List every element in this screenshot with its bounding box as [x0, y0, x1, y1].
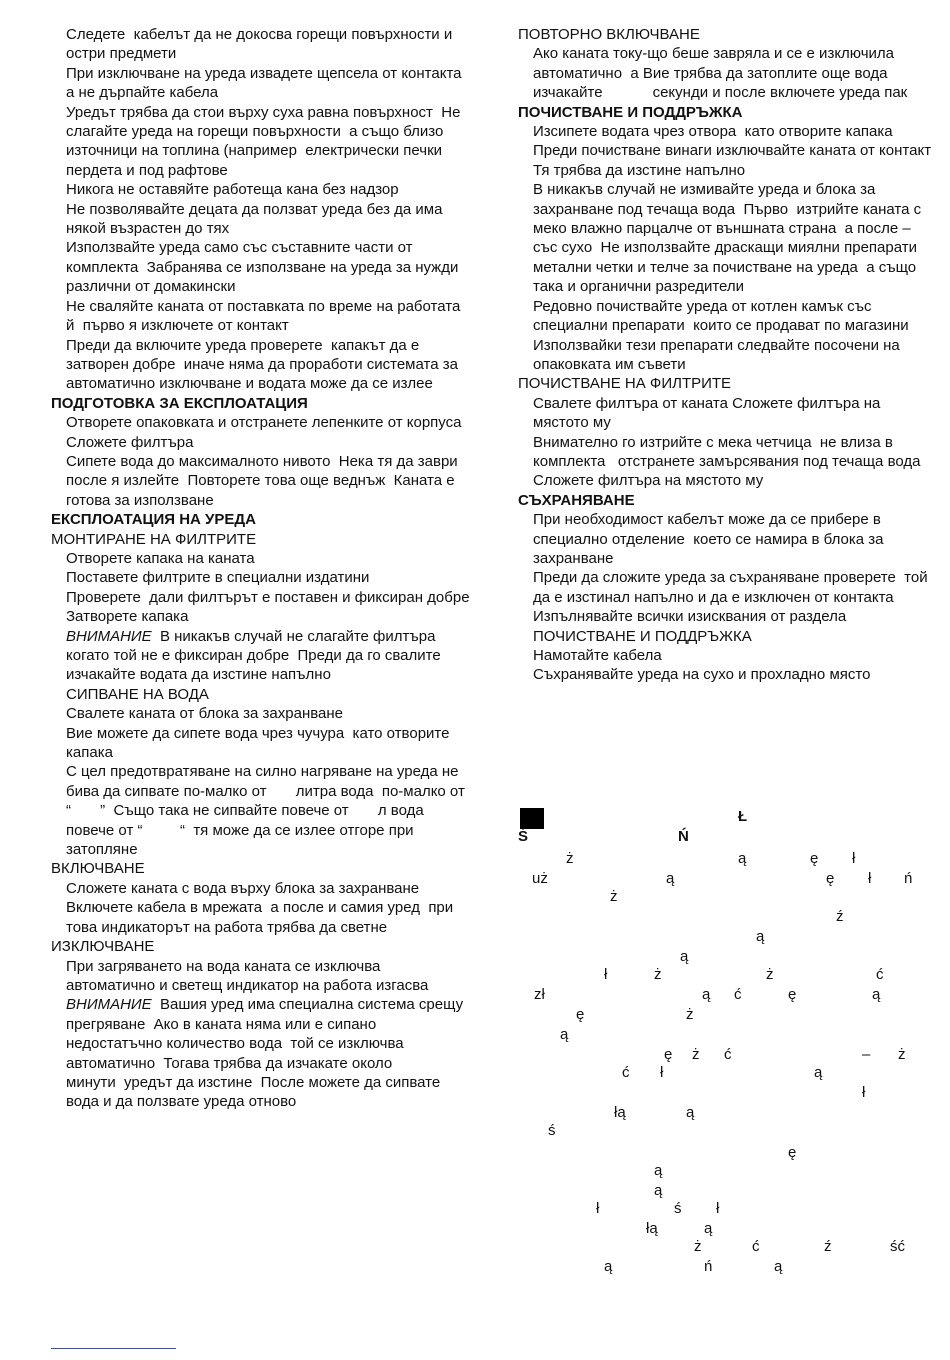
instruction-item: Свалете каната от блока за захранване — [66, 705, 344, 723]
section-heading: ЕКСПЛОАТАЦИЯ НА УРЕДА — [51, 511, 256, 529]
instruction-item: При изключване на уреда извадете щепсела от контакта а не дърпайте кабела — [66, 64, 470, 102]
polish-glyph: ć — [724, 1046, 732, 1063]
right-column — [518, 25, 938, 685]
instruction-item: Сипете вода до максималното нивото Нека тя да заври после я излейте Повторете това още веднъж Каната е готова за използване — [66, 452, 467, 509]
left-column — [51, 25, 478, 1112]
instruction-item: Преди да включите уреда проверете капакът да е затворен добре иначе няма да проработи системата за автоматично изключване и водата може да се излее — [66, 336, 463, 393]
polish-glyph: ą — [704, 1220, 713, 1237]
polish-glyph: ż — [766, 966, 774, 983]
subsection-heading: ПОВТОРНО ВКЛЮЧВАНЕ — [518, 26, 700, 43]
instruction-item: Внимателно го изтрийте с мека четчица не влиза в комплекта отстранете замърсявания под течаща вода — [533, 433, 921, 470]
instruction-item: При загряването на вода каната се изключва автоматично и светещ индикатор на работа изгасва — [66, 957, 429, 994]
instruction-item: Следете кабелът да не докосва горещи повърхности и остри предмети — [66, 26, 457, 63]
polish-glyph: ł — [852, 850, 856, 867]
instruction-item: В никакъв случай не измивайте уреда и блока за захранване под течаща вода Първо изтрийте каната с меко влажно парцалче от външната страна а после – със сухо Не използвайте драскащи миялни препарати метални четки и телче за почистване на уреда а също така и органични разредители — [533, 181, 926, 296]
warning-item — [51, 995, 471, 1111]
instruction-item: Преди да сложите уреда за съхраняване проверете той да е изстинал напълно и да е изключен от контакта — [533, 569, 932, 606]
instruction-item: Уредът трябва да стои върху суха равна повърхност Не слагайте уреда на горещи повърхности а също близо източници на топлина (например електрически печки пердета и под рафтове — [66, 103, 465, 179]
instruction-item: Преди почистване винаги изключвайте каната от контакт Тя трябва да изстине напълно — [533, 142, 940, 179]
subsection-heading: ПОЧИСТВАНЕ НА ФИЛТРИТЕ — [518, 375, 732, 393]
polish-glyph: ł — [716, 1200, 720, 1217]
polish-glyph: ą — [654, 1182, 663, 1199]
polish-glyph: ę — [788, 986, 797, 1003]
instruction-item: Съхранявайте уреда на сухо и прохладно място — [533, 666, 871, 684]
polish-glyph: ą — [702, 986, 711, 1003]
section-heading: ПОЧИСТВАНЕ И ПОДДРЪЖКА — [518, 103, 743, 121]
polish-glyph: ż — [898, 1046, 906, 1063]
polish-glyph: ł — [862, 1084, 866, 1101]
polish-glyph: ż — [610, 888, 618, 905]
polish-glyph: ż — [692, 1046, 700, 1063]
polish-glyph: ą — [654, 1162, 663, 1179]
instruction-item: Използвайте уреда само със съставните части от комплекта Забранява се използване на уреда за нужди различни от домакински — [66, 239, 467, 296]
instruction-item: Не позволявайте децата да ползват уреда без да има някой възрастен до тях — [66, 200, 447, 238]
polish-glyph: zł — [534, 986, 545, 1003]
footer-rule — [51, 1348, 176, 1349]
polish-glyph: ę — [826, 870, 835, 887]
polish-glyph: ę — [810, 850, 819, 867]
warning-label: ВНИМАНИЕ — [66, 627, 152, 645]
section-heading: ПОДГОТОВКА ЗА ЕКСПЛОАТАЦИЯ — [51, 394, 308, 412]
polish-glyph: ć — [734, 986, 742, 1003]
polish-glyph: ż — [566, 850, 574, 867]
polish-glyph: ź — [836, 908, 844, 925]
warning-item — [51, 627, 471, 685]
instruction-item: Поставете филтрите в специални издатини — [66, 569, 370, 587]
polish-glyph: ś — [674, 1200, 682, 1217]
warning-text: В никакъв случай не слагайте филтъра когато той не е фиксиран добре Преди да го свалите изчакайте водата да изстине напълно — [66, 627, 450, 684]
polish-glyph: ę — [664, 1046, 673, 1063]
polish-glyph: ź — [824, 1238, 832, 1255]
polish-glyph: ą — [604, 1258, 613, 1275]
section-heading: СЪХРАНЯВАНЕ — [518, 491, 635, 509]
polish-glyph: ą — [686, 1104, 695, 1121]
polish-glyph: ą — [774, 1258, 783, 1275]
instruction-item: Сложете филтъра на мястото му — [533, 472, 764, 490]
polish-glyph: ę — [788, 1144, 797, 1161]
polish-glyph: ą — [814, 1064, 823, 1081]
polish-glyph: ą — [560, 1026, 569, 1043]
polish-glyph: ł — [660, 1064, 664, 1081]
polish-glyph: Ń — [678, 828, 689, 845]
instruction-item: Изпълнявайте всички изисквания от раздела ПОЧИСТВАНЕ И ПОДДРЪЖКА — [533, 608, 851, 645]
polish-glyph: ć — [622, 1064, 630, 1081]
polish-glyph: ż — [694, 1238, 702, 1255]
instruction-item: Отворете опаковката и отстранете лепенките от корпуса — [66, 414, 462, 432]
polish-section-residue — [518, 808, 938, 1288]
polish-glyph: ń — [704, 1258, 713, 1275]
polish-glyph: ć — [752, 1238, 760, 1255]
instruction-item: Ако каната току-що беше завряла и се е изключила автоматично а Вие трябва да затоплите още вода изчакайте секунди и после включете уреда пак — [533, 45, 908, 102]
instruction-item: Никога не оставяйте работеща кана без надзор — [66, 181, 399, 199]
instruction-item: Изсипете водата чрез отвора като отворите капака — [533, 123, 893, 141]
instruction-item: Не сваляйте каната от поставката по време на работата й първо я изключете от контакт — [66, 297, 465, 335]
polish-glyph: ł — [868, 870, 872, 887]
polish-glyph: ł — [596, 1200, 600, 1217]
warning-text: Вашия уред има специална система срещу прегряване Ако в каната няма или е сипано недостатъчно количество вода той се изключва автоматично Тогава трябва да изчакате около минути уредът да изстине После можете да сипвате вода и да ползвате уреда отново — [66, 996, 468, 1111]
polish-glyph: uż — [532, 870, 548, 887]
polish-glyph: ą — [756, 928, 765, 945]
polish-glyph: ń — [904, 870, 913, 887]
instruction-item: Отворете капака на каната — [66, 549, 255, 567]
instruction-item: Включете кабела в мрежата а после и самия уред при това индикаторът на работа трябва да светне — [66, 899, 458, 936]
polish-glyph: ż — [686, 1006, 694, 1023]
polish-glyph: ę — [576, 1006, 585, 1023]
instruction-item: Проверете дали филтърът е поставен и фиксиран добре Затворете капака — [66, 588, 478, 626]
instruction-item: Вие можете да сипете вода чрез чучура като отворите капака — [66, 724, 454, 762]
polish-glyph: ą — [872, 986, 881, 1003]
polish-glyph: ć — [876, 966, 884, 983]
instruction-item: Сложете филтъра — [66, 433, 194, 451]
polish-glyph: ść — [890, 1238, 905, 1255]
instruction-item: Редовно почиствайте уреда от котлен камък със специални препарати които се продават по магазини Използвайки тези препарати следвайте посочени на опаковката им съвети — [533, 297, 918, 373]
polish-glyph: ą — [680, 948, 689, 965]
instruction-item: Намотайте кабела — [533, 647, 662, 664]
subsection-heading: СИПВАНЕ НА ВОДА — [66, 685, 209, 703]
instruction-item: С цел предотвратяване на силно нагряване на уреда не бива да сипвате по-малко от литра вода по-малко от “ ” Също така не сипвайте повече от л вода повече от “ “ тя може да се излее отгоре при затопляне — [66, 763, 469, 859]
warning-label: ВНИМАНИЕ — [66, 996, 152, 1014]
polish-glyph: łą — [614, 1104, 626, 1121]
polish-glyph: Ł — [738, 808, 748, 825]
polish-glyph: ś — [548, 1122, 556, 1139]
polish-glyph: – — [862, 1046, 871, 1063]
polish-glyph: ł — [604, 966, 608, 983]
polish-glyph: ą — [666, 870, 675, 887]
instruction-item: При необходимост кабелът може да се прибере в специално отделение което се намира в блока за захранване — [533, 511, 888, 567]
instruction-item: Свалете филтъра от каната Сложете филтъра на мястото му — [533, 394, 885, 432]
polish-glyph: ą — [738, 850, 747, 867]
black-square-marker — [520, 808, 544, 829]
polish-glyph: ż — [654, 966, 662, 983]
subsection-heading: МОНТИРАНЕ НА ФИЛТРИТЕ — [51, 530, 257, 548]
subsection-heading: ИЗКЛЮЧВАНЕ — [51, 938, 155, 956]
subsection-heading: ВКЛЮЧВАНЕ — [51, 860, 145, 878]
polish-glyph: Ś — [518, 828, 529, 845]
instruction-item: Сложете каната с вода върху блока за захранване — [66, 879, 420, 897]
polish-glyph: łą — [646, 1220, 658, 1237]
